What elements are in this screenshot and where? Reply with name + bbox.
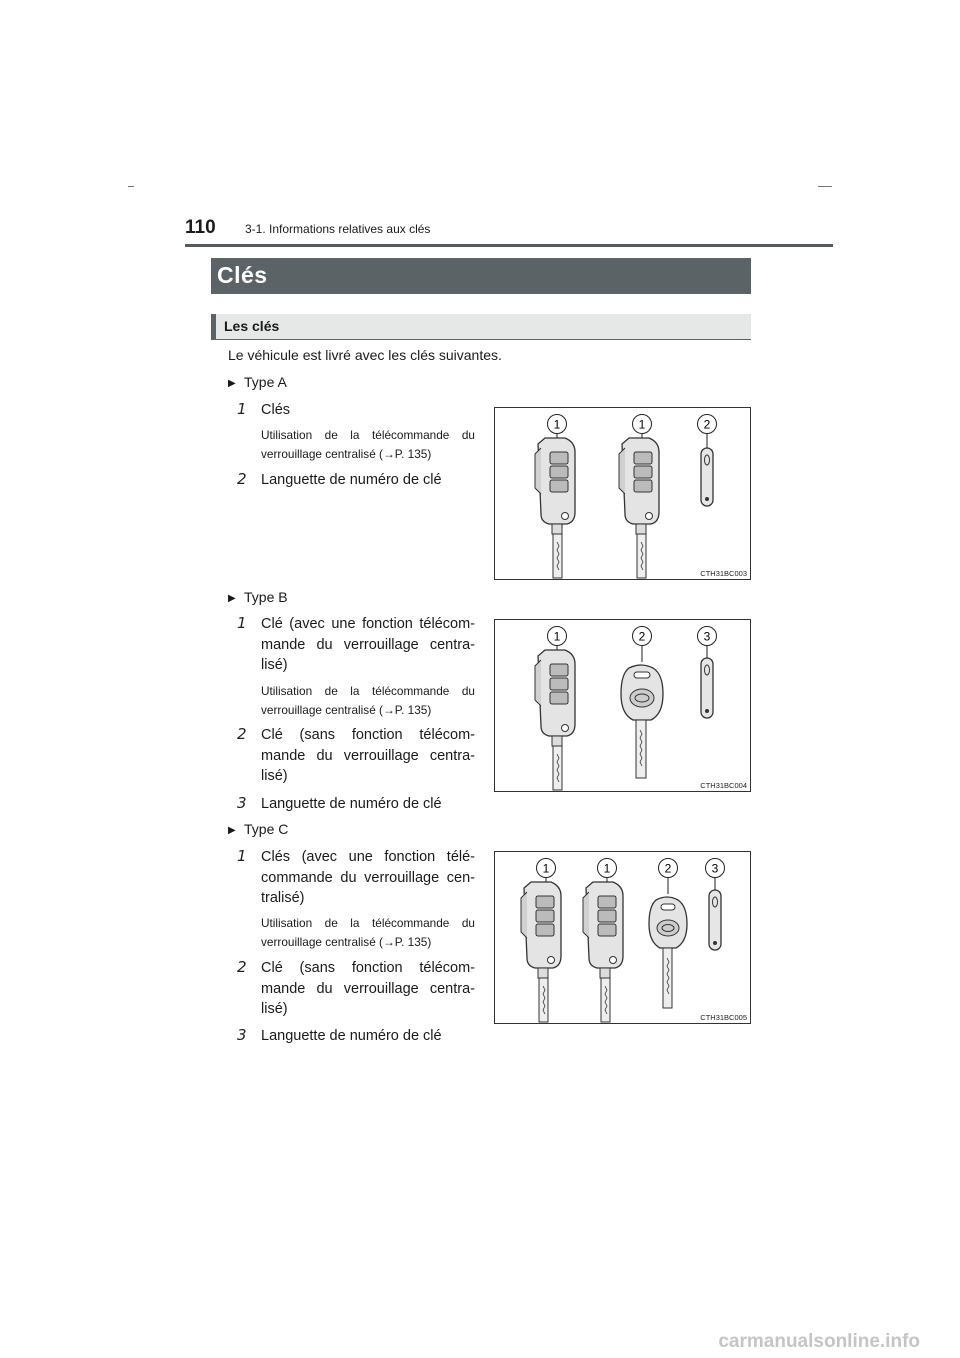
item-number: 2 xyxy=(237,470,247,488)
callout-1 xyxy=(548,627,567,646)
callout-1 xyxy=(598,859,617,878)
type-c-heading xyxy=(228,821,288,837)
figure-type-c xyxy=(494,851,751,1024)
item-number: 1 xyxy=(237,847,247,865)
remote-key-icon xyxy=(535,438,575,578)
callout-1 xyxy=(548,415,567,434)
callout-2 xyxy=(698,415,717,434)
item-number: 2 xyxy=(237,725,247,743)
svg-text:1: 1 xyxy=(638,417,646,432)
page-number: 110 xyxy=(185,217,216,238)
figure-type-a xyxy=(494,407,751,580)
type-b-heading xyxy=(228,589,288,605)
remote-key-icon xyxy=(535,650,575,790)
remote-key-icon xyxy=(583,882,623,1022)
item-number: 2 xyxy=(237,958,247,976)
callout-2 xyxy=(633,627,652,646)
item-number: 3 xyxy=(237,1026,247,1044)
item-note: Utilisation de la télécommande du verrouillage centralisé (→P. 135) xyxy=(261,428,475,461)
figure-code: CTH31BC003 xyxy=(700,569,747,578)
item-number: 1 xyxy=(237,614,247,632)
keys-illustration-type-b xyxy=(495,620,750,791)
item-text: Languette de numéro de clé xyxy=(261,1028,442,1044)
svg-text:2: 2 xyxy=(703,417,711,432)
key-number-tag-icon xyxy=(701,448,713,506)
item-text: Clé (avec une fonction télécom-mande du verrouillage centra-lisé) xyxy=(261,616,475,673)
key-number-tag-icon xyxy=(709,890,721,950)
callout-3 xyxy=(706,859,725,878)
svg-text:1: 1 xyxy=(603,861,611,876)
section-title: Clés xyxy=(211,258,751,294)
svg-text:1: 1 xyxy=(542,861,550,876)
running-head: 3-1. Informations relatives aux clés xyxy=(245,222,431,236)
callout-3 xyxy=(698,627,717,646)
keys-illustration-type-a xyxy=(495,408,750,579)
callout-1 xyxy=(633,415,652,434)
subsection-title: Les clés xyxy=(211,314,751,340)
item-text: Languette de numéro de clé xyxy=(261,472,442,488)
svg-text:2: 2 xyxy=(664,861,672,876)
triangle-right-icon: ▶ xyxy=(228,378,236,389)
type-c-label: Type C xyxy=(244,821,289,837)
header-rule xyxy=(185,244,833,247)
remote-key-icon xyxy=(521,882,561,1022)
svg-text:1: 1 xyxy=(553,629,561,644)
callout-1 xyxy=(537,859,556,878)
item-number: 1 xyxy=(237,400,247,418)
crop-mark-left xyxy=(128,186,134,187)
key-number-tag-icon xyxy=(701,658,713,718)
item-text: Languette de numéro de clé xyxy=(261,796,442,812)
type-a-label: Type A xyxy=(244,374,287,390)
type-b-label: Type B xyxy=(244,589,288,605)
plain-key-icon xyxy=(649,897,687,1008)
svg-text:2: 2 xyxy=(638,629,646,644)
figure-type-b xyxy=(494,619,751,792)
svg-text:3: 3 xyxy=(711,861,719,876)
callout-2 xyxy=(659,859,678,878)
type-a-heading xyxy=(228,374,287,390)
item-text: Clé (sans fonction télécom-mande du verrouillage centra-lisé) xyxy=(261,960,475,1017)
svg-text:3: 3 xyxy=(703,629,711,644)
triangle-right-icon: ▶ xyxy=(228,825,236,836)
keys-illustration-type-c xyxy=(495,852,750,1023)
item-text: Clés (avec une fonction télé-commande du verrouillage cen-tralisé) xyxy=(261,849,475,906)
item-text: Clés xyxy=(261,402,291,418)
figure-code: CTH31BC005 xyxy=(700,1013,747,1022)
item-note: Utilisation de la télécommande du verrouillage centralisé (→P. 135) xyxy=(261,916,475,949)
watermark: carmanualsonline.info xyxy=(718,1331,920,1352)
intro-text: Le véhicule est livré avec les clés suivantes. xyxy=(228,347,502,363)
triangle-right-icon: ▶ xyxy=(228,593,236,604)
item-text: Clé (sans fonction télécom-mande du verrouillage centra-lisé) xyxy=(261,727,475,784)
svg-text:1: 1 xyxy=(553,417,561,432)
item-note: Utilisation de la télécommande du verrouillage centralisé (→P. 135) xyxy=(261,684,475,717)
crop-mark-right xyxy=(818,186,832,187)
plain-key-icon xyxy=(621,665,663,778)
figure-code: CTH31BC004 xyxy=(700,781,747,790)
remote-key-icon xyxy=(619,438,659,578)
item-number: 3 xyxy=(237,794,247,812)
